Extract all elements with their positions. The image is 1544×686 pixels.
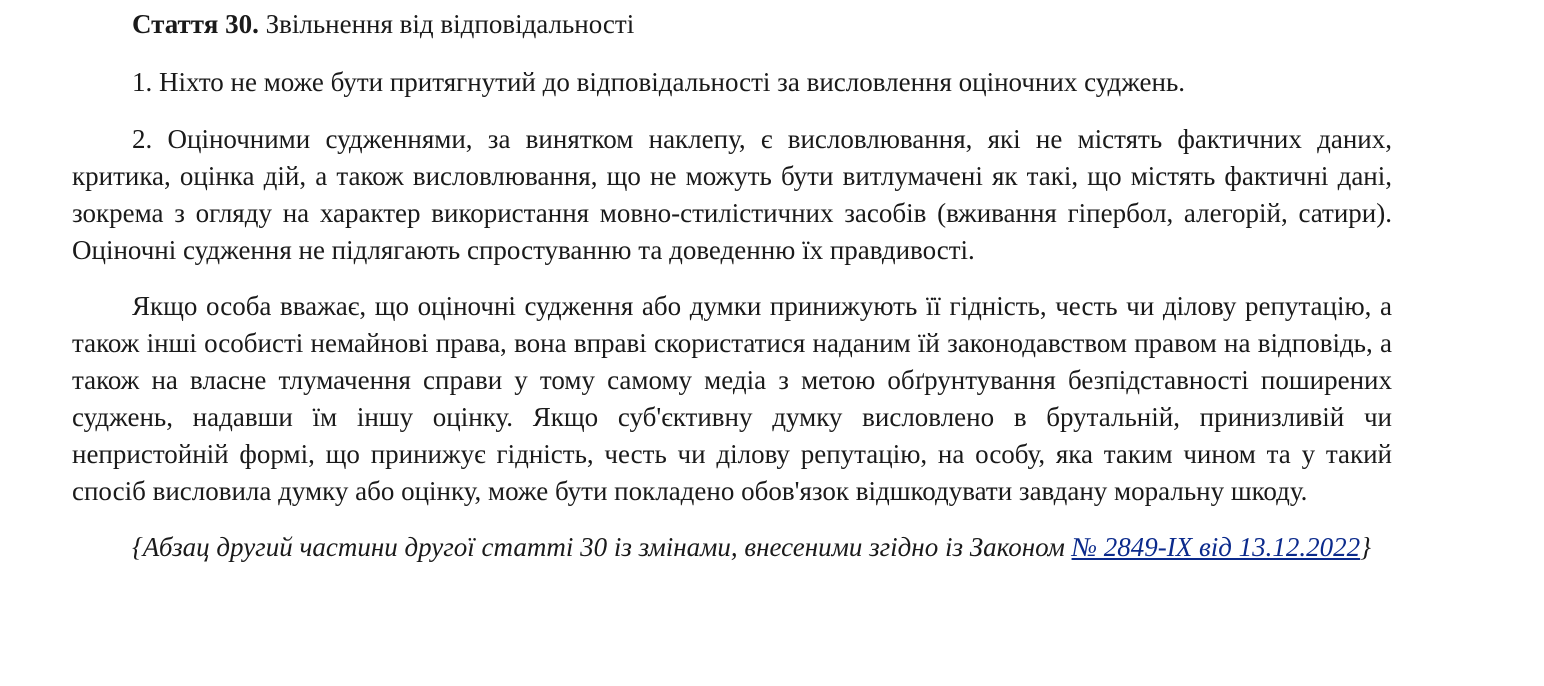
article-30 — [72, 0, 1392, 566]
article-title: Звільнення від відповідальності — [265, 9, 635, 39]
amendment-note-suffix: } — [1360, 532, 1371, 562]
paragraph-3: Якщо особа вважає, що оціночні судження або думки принижують її гідність, честь чи ділову репутацію, а також інші особисті немайнові права, вона вправі скористатися наданим їй законодавством правом на відповідь, а також на власне тлумачення справи у тому самому медіа з метою обґрунтування безпідставності поширених суджень, надавши їм іншу оцінку. Якщо суб'єктивну думку висловлено в брутальній, принизливій чи непристойній формі, що принижує гідність, честь чи ділову репутацію, на особу, яка таким чином та у такий спосіб висловила думку або оцінку, може бути покладено обов'язок відшкодувати завдану моральну шкоду. — [72, 291, 1392, 506]
amendment-note-prefix: {Абзац другий частини другої статті 30 із змінами, внесеними згідно із Законом — [132, 532, 1072, 562]
paragraph-1: 1. Ніхто не може бути притягнутий до відповідальності за висловлення оціночних суджень. — [132, 67, 1186, 97]
law-link[interactable]: № 2849-IX від 13.12.2022 — [1071, 532, 1361, 562]
article-number: Стаття 30. — [132, 9, 259, 39]
amendment-note — [72, 529, 1392, 566]
article-heading — [72, 0, 1392, 43]
paragraph-2: 2. Оціночними судженнями, за винятком наклепу, є висловлювання, які не містять фактичних даних, критика, оцінка дій, а також висловлювання, що не можуть бути витлумачені як такі, що містять фактичні дані, зокрема з огляду на характер використання мовно-стилістичних засобів (вживання гіпербол, алегорій, сатири). Оціночні судження не підлягають спростуванню та доведенню їх правдивості. — [72, 124, 1392, 265]
